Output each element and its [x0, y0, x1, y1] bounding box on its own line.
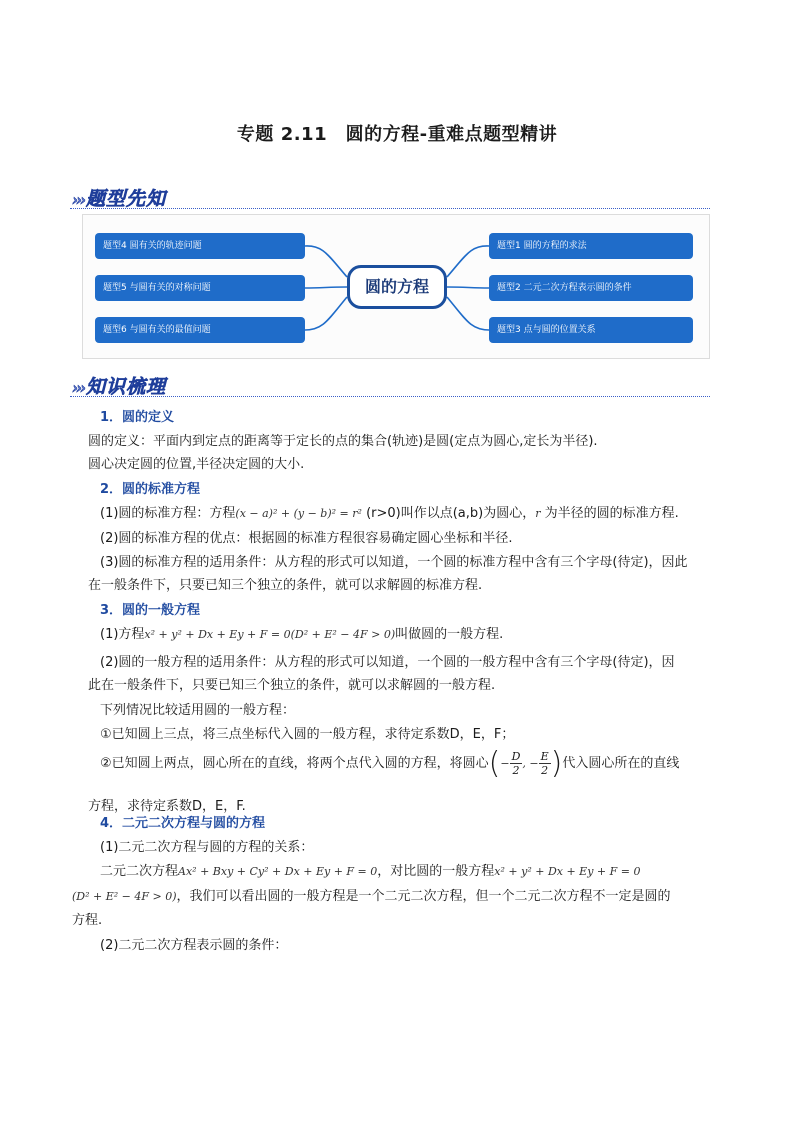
mind-map-node-4: 题型4 圆有关的轨迹问题 [95, 233, 305, 259]
text: 代入圆心所在的直线 [562, 756, 680, 771]
mind-map-node-6: 题型6 与圆有关的最值问题 [95, 317, 305, 343]
fraction-d [510, 750, 523, 777]
fraction-e [539, 750, 551, 777]
paragraph: (1)二元二次方程与圆的方程的关系： [100, 840, 314, 855]
connector-right-3 [447, 297, 489, 330]
text: (1)方程 [100, 627, 145, 642]
math-formula: x² + y² + Dx + Ey + F = 0 [494, 865, 641, 878]
section-heading: 4．二元二次方程与圆的方程 [100, 816, 266, 831]
paragraph [100, 623, 503, 642]
banner-arrows: ››› [72, 191, 84, 209]
mind-map-center: 圆的方程 [347, 265, 447, 309]
banner-arrows: ››› [72, 379, 84, 397]
banner-divider [70, 208, 710, 209]
numerator: D [511, 750, 521, 763]
banner-text: 知识梳理 [86, 376, 167, 398]
text: ，对比圆的一般方程 [377, 864, 495, 879]
section-banner-knowledge [72, 372, 166, 398]
connector-right-2 [447, 287, 489, 288]
banner-divider [70, 396, 710, 397]
paragraph: (2)圆的一般方程的适用条件：从方程的形式可以知道，一个圆的一般方程中含有三个字母(待定)，因 [100, 655, 675, 670]
paragraph [100, 746, 679, 781]
mind-map-node-1: 题型1 圆的方程的求法 [489, 233, 693, 259]
paragraph: 此在一般条件下，只要已知三个独立的条件，就可以求解圆的一般方程. [88, 678, 496, 693]
math-formula: (x − a)² + (y − b)² = r² [235, 507, 362, 520]
paragraph: (3)圆的标准方程的适用条件：从方程的形式可以知道，一个圆的标准方程中含有三个字母(待定)，因此 [100, 555, 688, 570]
text: (r>0)叫作以点(a,b)为圆心， [366, 506, 536, 521]
text: 二元二次方程 [100, 864, 179, 879]
math-formula: (D² + E² − 4F > 0) [72, 890, 177, 903]
paragraph: 方程. [72, 913, 103, 928]
section-heading: 2．圆的标准方程 [100, 482, 201, 497]
section-heading: 1．圆的定义 [100, 410, 175, 425]
mind-map [82, 214, 710, 359]
paragraph: 圆的定义：平面内到定点的距离等于定长的点的集合(轨迹)是圆(定点为圆心,定长为半径). [88, 434, 598, 449]
math-formula: x² + y² + Dx + Ey + F = 0(D² + E² − 4F > 0) [144, 628, 396, 641]
mind-map-node-5: 题型5 与圆有关的对称问题 [95, 275, 305, 301]
section-heading: 3．圆的一般方程 [100, 603, 201, 618]
text: 叫做圆的一般方程. [395, 627, 504, 642]
text: (1)圆的标准方程：方程 [100, 506, 236, 521]
paragraph [100, 502, 679, 521]
math-sep: , − [522, 757, 539, 770]
paren-open: ( [488, 746, 501, 781]
text: 为半径的圆的标准方程. [544, 506, 679, 521]
paren-close: ) [550, 746, 563, 781]
paragraph: (2)圆的标准方程的优点：根据圆的标准方程很容易确定圆心坐标和半径. [100, 531, 513, 546]
paragraph: (2)二元二次方程表示圆的条件： [100, 938, 288, 953]
connector-left-1 [305, 246, 347, 277]
denominator: 2 [512, 764, 520, 777]
paragraph: ①已知圆上三点，将三点坐标代入圆的一般方程，求待定系数D，E，F； [100, 727, 515, 742]
text: ，我们可以看出圆的一般方程是一个二元二次方程，但一个二元二次方程不一定是圆的 [176, 889, 671, 904]
mind-map-node-3: 题型3 点与圆的位置关系 [489, 317, 693, 343]
paragraph: 在一般条件下，只要已知三个独立的条件，就可以求解圆的标准方程. [88, 578, 483, 593]
page-title: 专题 2.11 圆的方程-重难点题型精讲 [236, 124, 558, 145]
text: ②已知圆上两点，圆心所在的直线，将两个点代入圆的方程，将圆心 [100, 756, 489, 771]
connector-left-3 [305, 297, 347, 330]
paragraph: 方程，求待定系数D，E，F. [88, 799, 246, 814]
mind-map-node-2: 题型2 二元二次方程表示圆的条件 [489, 275, 693, 301]
paragraph: 圆心决定圆的位置,半径决定圆的大小. [88, 457, 305, 472]
math-var: r [535, 507, 541, 520]
denominator: 2 [541, 764, 549, 777]
numerator: E [540, 750, 549, 763]
section-banner-overview [72, 184, 166, 210]
math-formula: Ax² + Bxy + Cy² + Dx + Ey + F = 0 [178, 865, 378, 878]
math-neg: − [500, 757, 510, 770]
banner-text: 题型先知 [86, 188, 167, 210]
paragraph [72, 885, 671, 904]
paragraph [100, 860, 640, 879]
connector-left-2 [305, 287, 347, 288]
paragraph: 下列情况比较适用圆的一般方程： [100, 703, 296, 718]
connector-right-1 [447, 246, 489, 277]
